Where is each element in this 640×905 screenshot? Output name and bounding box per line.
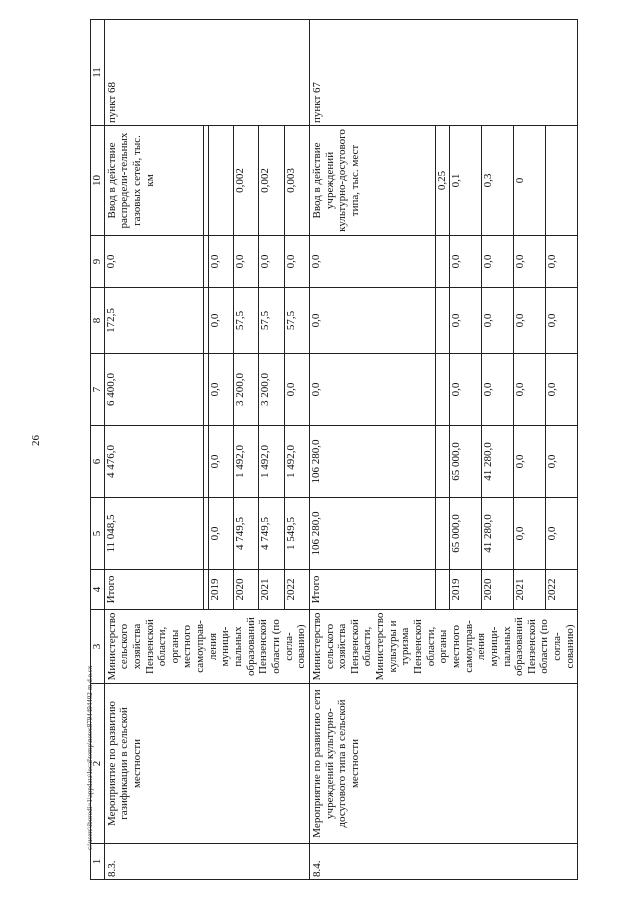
table-row-total	[309, 20, 435, 880]
indicator-value	[208, 126, 233, 236]
value-cell: 0,0	[208, 354, 233, 426]
value-cell: 57,5	[259, 288, 284, 354]
value-cell: 0,0	[309, 288, 435, 354]
point-reference: пункт 67	[309, 20, 577, 126]
year-cell: Итого	[309, 570, 435, 610]
indicator-value: 0,002	[234, 126, 259, 236]
value-cell: 0,0	[284, 354, 309, 426]
value-cell: 0,0	[546, 426, 578, 498]
value-cell: 57,5	[234, 288, 259, 354]
indicator-value: 0,3	[481, 126, 513, 236]
year-cell: 2020	[234, 570, 259, 610]
value-cell: 6 400,0	[104, 354, 203, 426]
footer-file-path: c:\users\iborodi~1\appdata\local\temp\notes8794494402-m.d.o.cx	[86, 665, 94, 850]
value-cell: 1 492,0	[259, 426, 284, 498]
value-cell: 65 000,0	[449, 498, 481, 570]
year-cell: 2020	[481, 570, 513, 610]
activity-name: Мероприятие по развитию сети учреждений культурно-досугового типа в сельской местности	[309, 684, 577, 844]
value-cell: 0,0	[546, 236, 578, 288]
table-row-total	[104, 20, 203, 880]
indicator-name: Ввод в действие распредели-тельных газовых сетей, тыс. км	[104, 126, 203, 236]
value-cell: 0,0	[104, 236, 203, 288]
column-header: 9	[91, 236, 105, 288]
value-cell: 0,0	[208, 498, 233, 570]
value-cell: 0,0	[284, 236, 309, 288]
value-cell: 4 749,5	[234, 498, 259, 570]
blank-cell	[436, 354, 450, 426]
value-cell: 0,0	[208, 288, 233, 354]
value-cell: 0,0	[449, 354, 481, 426]
value-cell: 0,0	[309, 354, 435, 426]
value-cell: 0,0	[546, 498, 578, 570]
column-number-row	[91, 20, 105, 880]
column-header: 5	[91, 498, 105, 570]
blank-cell	[436, 570, 450, 610]
value-cell: 0,0	[514, 236, 546, 288]
value-cell: 0,0	[208, 426, 233, 498]
value-cell: 0,0	[514, 288, 546, 354]
indicator-total: 0,25	[436, 126, 450, 236]
point-reference: пункт 68	[104, 20, 309, 126]
row-number: 8.4.	[309, 844, 577, 880]
value-cell: 4 749,5	[259, 498, 284, 570]
program-table	[90, 19, 578, 880]
column-header: 4	[91, 570, 105, 610]
value-cell: 41 280,0	[481, 426, 513, 498]
blank-cell	[436, 288, 450, 354]
column-header: 10	[91, 126, 105, 236]
value-cell: 57,5	[284, 288, 309, 354]
column-header: 6	[91, 426, 105, 498]
year-cell: 2019	[208, 570, 233, 610]
value-cell: 0,0	[514, 354, 546, 426]
row-number: 8.3.	[104, 844, 309, 880]
value-cell: 3 200,0	[259, 354, 284, 426]
value-cell: 41 280,0	[481, 498, 513, 570]
value-cell: 4 476,0	[104, 426, 203, 498]
year-cell: 2021	[514, 570, 546, 610]
value-cell: 172,5	[104, 288, 203, 354]
value-cell: 1 549,5	[284, 498, 309, 570]
value-cell: 0,0	[449, 288, 481, 354]
indicator-value	[546, 126, 578, 236]
indicator-value: 0	[514, 126, 546, 236]
value-cell: 0,0	[481, 288, 513, 354]
value-cell: 0,0	[259, 236, 284, 288]
value-cell: 0,0	[449, 236, 481, 288]
executor: Министерство сельского хозяйства Пензенской области, органы местного самоуправ-ления муници-пальных образований Пензенской области (по согла-сованию)	[104, 610, 309, 684]
column-header: 2	[91, 684, 105, 844]
value-cell: 0,0	[514, 498, 546, 570]
blank-cell	[436, 236, 450, 288]
column-header: 1	[91, 844, 105, 880]
executor: Министерство сельского хозяйства Пензенской области, Министерство культуры и туризма Пензенской области, органы местного самоуправ-ления муници-пальных образований Пензенской области (по согла-сованию)	[309, 610, 577, 684]
page-number: 26	[30, 435, 42, 446]
value-cell: 0,0	[481, 354, 513, 426]
value-cell: 106 280,0	[309, 426, 435, 498]
value-cell: 65 000,0	[449, 426, 481, 498]
rotated-table-area	[90, 20, 576, 880]
value-cell: 3 200,0	[234, 354, 259, 426]
blank-cell	[436, 426, 450, 498]
value-cell: 0,0	[514, 426, 546, 498]
year-cell: 2022	[546, 570, 578, 610]
column-header: 7	[91, 354, 105, 426]
indicator-value: 0,003	[284, 126, 309, 236]
value-cell: 0,0	[546, 354, 578, 426]
indicator-name: Ввод в действие учреждений культурно-досугового типа, тыс. мест	[309, 126, 435, 236]
value-cell: 0,0	[481, 236, 513, 288]
value-cell: 0,0	[208, 236, 233, 288]
value-cell: 0,0	[309, 236, 435, 288]
year-cell: 2022	[284, 570, 309, 610]
year-cell: 2021	[259, 570, 284, 610]
indicator-value: 0,002	[259, 126, 284, 236]
year-cell: 2019	[449, 570, 481, 610]
value-cell: 1 492,0	[234, 426, 259, 498]
column-header: 3	[91, 610, 105, 684]
value-cell: 1 492,0	[284, 426, 309, 498]
year-cell: Итого	[104, 570, 203, 610]
value-cell: 106 280,0	[309, 498, 435, 570]
value-cell: 0,0	[546, 288, 578, 354]
value-cell: 11 048,5	[104, 498, 203, 570]
value-cell: 0,0	[234, 236, 259, 288]
activity-name: Мероприятие по развитию газификации в сельской местности	[104, 684, 309, 844]
indicator-value: 0,1	[449, 126, 481, 236]
column-header: 8	[91, 288, 105, 354]
blank-cell	[436, 498, 450, 570]
column-header: 11	[91, 20, 105, 126]
